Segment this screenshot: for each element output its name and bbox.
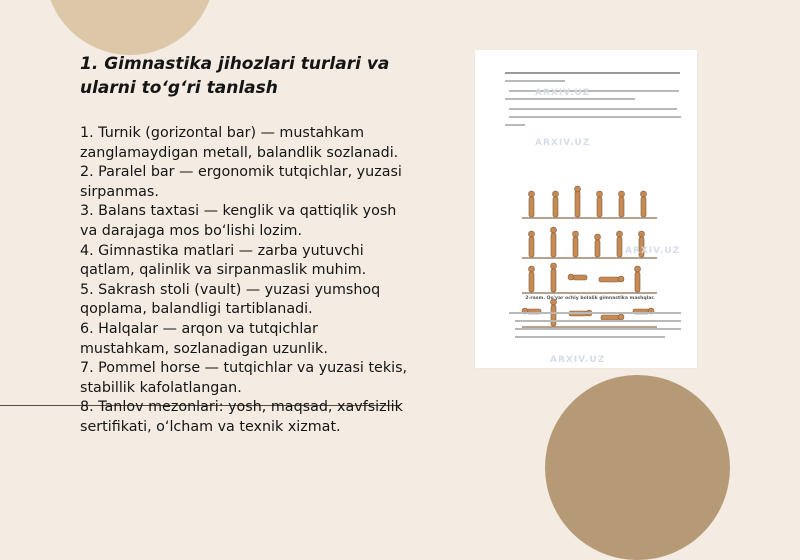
doc-text-line <box>505 98 635 100</box>
body-line: 6. Halqalar — arqon va tutqichlar <box>80 320 318 337</box>
body-line: va darajaga mos bo‘lishi lozim. <box>80 222 303 239</box>
body-line: mustahkam, sozlanadigan uzunlik. <box>80 340 328 357</box>
slide-title: 1. Gimnastika jihozlari turlari va ularni to‘g‘ri tanlash <box>80 54 390 98</box>
body-line: zanglamaydigan metall, balandlik sozlanadi. <box>80 144 399 161</box>
body-line: 2. Paralel bar — ergonomik tutqichlar, yuzasi <box>80 164 402 181</box>
document-thumbnail <box>475 50 697 368</box>
gymnastics-figures-illustration <box>517 185 662 330</box>
watermark: ARXIV.UZ <box>535 88 591 98</box>
body-line: qatlam, qalinlik va sirpanmaslik muhim. <box>80 262 367 279</box>
doc-text-line <box>509 312 681 314</box>
watermark: ARXIV.UZ <box>550 355 606 365</box>
body-line: qoplama, balandligi tartiblanadi. <box>80 301 313 318</box>
body-line: sertifikati, o‘lcham va texnik xizmat. <box>80 418 341 435</box>
body-line: 1. Turnik (gorizontal bar) — mustahkam <box>80 125 364 141</box>
doc-text-line <box>515 336 665 338</box>
doc-text-line <box>509 108 677 110</box>
watermark: ARXIV.UZ <box>625 246 681 256</box>
watermark: ARXIV.UZ <box>535 138 591 148</box>
doc-text-line <box>515 328 681 330</box>
doc-text-line <box>505 124 525 126</box>
body-line: 5. Sakrash stoli (vault) — yuzasi yumshoq <box>80 281 381 298</box>
slide-body <box>80 124 425 438</box>
body-line: 3. Balans taxtasi — kenglik va qattiqlik yosh <box>80 203 397 220</box>
body-line: sirpanmas. <box>80 183 159 200</box>
figure-caption: 2-rasm. Qo'yar ochiy bolalik gimnastika mashqlar. <box>525 296 655 301</box>
doc-text-line <box>505 80 565 82</box>
body-line: 4. Gimnastika matlari — zarba yutuvchi <box>80 242 364 259</box>
body-line: 8. Tanlov mezonlari: yosh, maqsad, xavfsizlik <box>80 399 403 416</box>
body-line: 7. Pommel horse — tutqichlar va yuzasi tekis, <box>80 360 408 377</box>
body-line: stabillik kafolatlangan. <box>80 379 242 396</box>
doc-text-line <box>505 72 680 74</box>
decorative-circle-top <box>45 0 215 55</box>
doc-text-line <box>509 116 681 118</box>
doc-text-line <box>515 320 681 322</box>
decorative-circle-bottom <box>545 375 730 560</box>
